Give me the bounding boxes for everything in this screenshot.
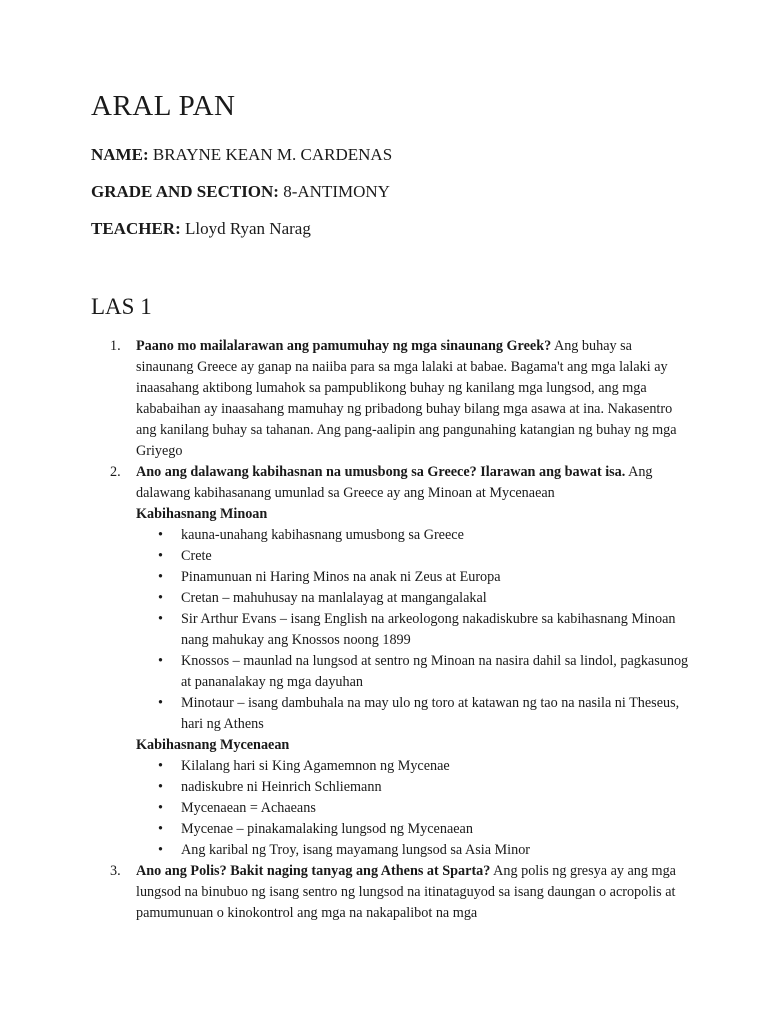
- question-number: 2.: [110, 464, 121, 480]
- question-text: Paano mo mailalarawan ang pamumuhay ng mga sinaunang Greek?: [136, 338, 552, 354]
- list-item: • Kilalang hari si King Agamemnon ng Mycenae: [136, 756, 690, 777]
- list-item: • Mycenae – pinakamalaking lungsod ng Mycenaean: [136, 819, 690, 840]
- list-item: • Crete: [136, 546, 690, 567]
- teacher-label: TEACHER:: [91, 219, 181, 238]
- question-text: Ano ang dalawang kabihasnan na umusbong sa Greece? Ilarawan ang bawat isa.: [136, 464, 626, 480]
- list-item: • kauna-unahang kabihasnang umusbong sa Greece: [136, 525, 690, 546]
- list-item: • nadiskubre ni Heinrich Schliemann: [136, 777, 690, 798]
- list-item: • Ang karibal ng Troy, isang mayamang lungsod sa Asia Minor: [136, 840, 690, 861]
- question-item-2: [110, 462, 690, 861]
- mycenaean-list: [136, 756, 690, 861]
- name-line: [91, 145, 392, 165]
- minoan-heading: Kabihasnang Minoan: [136, 506, 268, 522]
- question-list: [110, 336, 690, 924]
- list-item: • Knossos – maunlad na lungsod at sentro ng Minoan na nasira dahil sa lindol, pagkasunog at pananalakay ng mga dayuhan: [136, 651, 690, 693]
- mycenaean-heading: Kabihasnang Mycenaean: [136, 737, 290, 753]
- answer-text: Ang dalawang kabihasanang umunlad sa Greece ay ang Minoan at Mycenaean: [136, 464, 653, 501]
- answer-text: Ang buhay sa sinaunang Greece ay ganap na naiiba para sa mga lalaki at babae. Bagama't ang mga lalaki ay inaasahang aktibong lumahok sa pampublikong buhay ng kanilang mga lungsod, ang mga kababaihan ay inaasahang mamuhay ng pribadong buhay bilang mga asawa at ina. Nakasentro ang kanilang buhay sa tahanan. Ang pang-aalipin ang pangunahing katangian ng buhay ng mga Griyego: [136, 338, 677, 459]
- grade-label: GRADE AND SECTION:: [91, 182, 279, 201]
- question-item-1: [110, 336, 690, 462]
- answer-text: Ang polis ng gresya ay ang mga lungsod na binubuo ng isang sentro ng lungsod na itinataguyod sa isang daungan o acropolis at pamumunuan o kinokontrol ang mga na nakapalibot na mga: [136, 863, 676, 921]
- list-item: • Pinamunuan ni Haring Minos na anak ni Zeus at Europa: [136, 567, 690, 588]
- list-item: • Minotaur – isang dambuhala na may ulo ng toro at katawan ng tao na nasila ni Theseus, hari ng Athens: [136, 693, 690, 735]
- grade-line: [91, 182, 390, 202]
- name-value: BRAYNE KEAN M. CARDENAS: [152, 145, 393, 164]
- section-heading: LAS 1: [91, 294, 152, 319]
- list-item: • Sir Arthur Evans – isang English na arkeologong nakadiskubre sa kabihasnang Minoan nang mahukay ang Knossos noong 1899: [136, 609, 690, 651]
- question-number: 1.: [110, 338, 121, 354]
- question-number: 3.: [110, 863, 121, 879]
- document-title: ARAL PAN: [91, 90, 236, 122]
- minoan-list: [136, 525, 690, 735]
- teacher-value: Lloyd Ryan Narag: [184, 219, 311, 238]
- question-text: Ano ang Polis? Bakit naging tanyag ang Athens at Sparta?: [136, 863, 491, 879]
- list-item: • Cretan – mahuhusay na manlalayag at mangangalakal: [136, 588, 690, 609]
- question-item-3: [110, 861, 690, 924]
- list-item: • Mycenaean = Achaeans: [136, 798, 690, 819]
- grade-value: 8-ANTIMONY: [283, 182, 390, 201]
- teacher-line: [91, 219, 311, 239]
- name-label: NAME:: [91, 145, 149, 164]
